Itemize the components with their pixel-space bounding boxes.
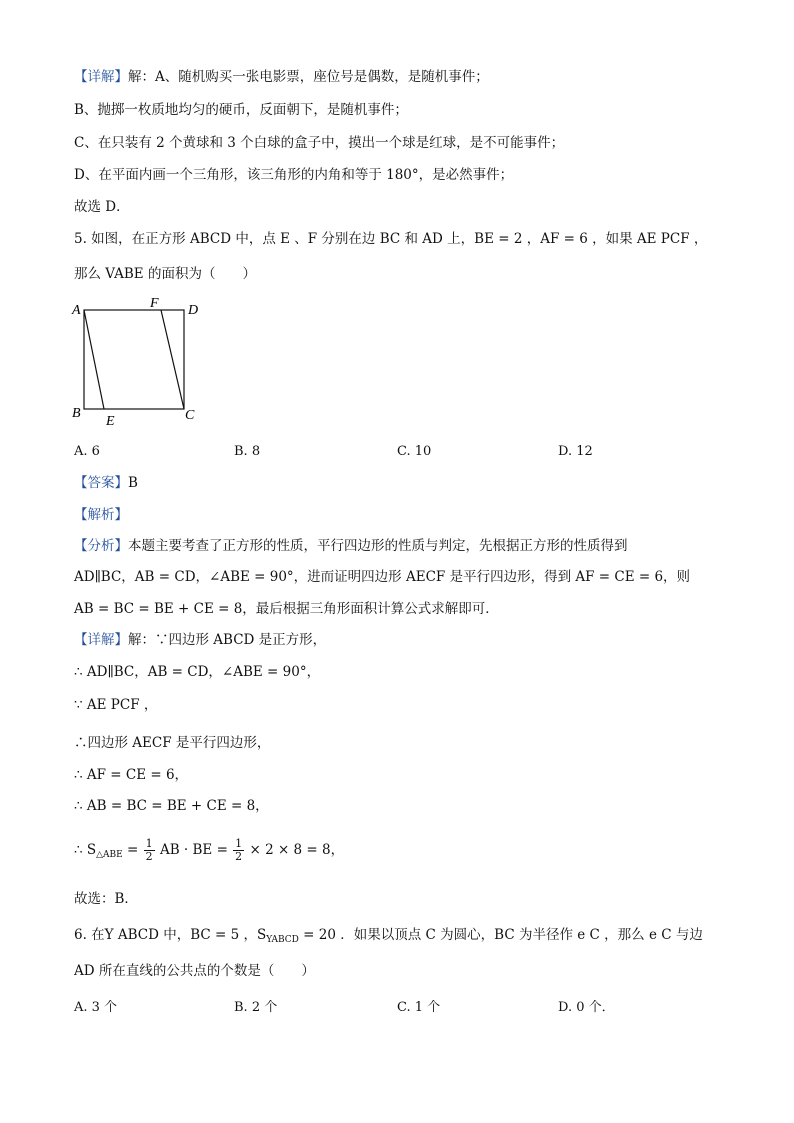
detail-line1 xyxy=(74,631,326,649)
detail-line6: ∴ AB = BC = BE + CE = 8， xyxy=(74,798,269,814)
label-e: E xyxy=(106,414,115,429)
frac-num-2: 1 xyxy=(235,837,243,850)
q6-stem-line2: AD 所在直线的公共点的个数是（ ） xyxy=(74,963,315,979)
analysis-line2: AD∥BC，AB = CD，∠ABE = 90°，进而证明四边形 AECF 是平行四边形，得到 AF = CE = 6，则 xyxy=(74,569,691,585)
label-f: F xyxy=(150,296,159,311)
answer-line xyxy=(74,474,138,492)
q6-sub: YABCD xyxy=(266,935,299,945)
analysis-line1 xyxy=(74,537,628,555)
answer-value: B xyxy=(128,475,138,491)
prev-detail-line-b: B、抛掷一枚质地均匀的硬币，反面朝下，是随机事件； xyxy=(74,102,408,118)
detail-bracket: 【详解】 xyxy=(74,69,128,85)
detail-pick: 故选：B． xyxy=(74,891,138,907)
q6-stem-line1 xyxy=(74,926,703,949)
analysis-line3: AB = BC = BE + CE = 8，最后根据三角形面积计算公式求解即可． xyxy=(74,601,499,617)
area-mid: AB · BE = xyxy=(159,842,228,858)
q6-option-b: B. 2 个 xyxy=(234,1000,278,1015)
frac-den-1: 2 xyxy=(145,850,153,863)
segment-ae xyxy=(84,310,104,409)
q5-stem-line2: 那么 VABE 的面积为（ ） xyxy=(74,266,256,282)
detail-bracket-2: 【详解】 xyxy=(74,632,128,648)
prev-pick: 故选 D． xyxy=(74,199,130,215)
prev-detail-line-d: D、在平面内画一个三角形，该三角形的内角和等于 180°，是必然事件； xyxy=(74,167,514,183)
prev-detail-text-a: 解：A、随机购买一张电影票，座位号是偶数，是随机事件； xyxy=(128,69,489,85)
q5-stem-line1: 5. 如图，在正方形 ABCD 中，点 E 、F 分别在边 BC 和 AD 上，BE = 2 ，AF = 6 ，如果 AE PCF ， xyxy=(74,231,708,247)
detail-text1: 解：∵四边形 ABCD 是正方形， xyxy=(128,632,327,648)
analysis-text1: 本题主要考查了正方形的性质，平行四边形的性质与判定，先根据正方形的性质得到 xyxy=(128,538,628,554)
frac-num-1: 1 xyxy=(145,837,153,850)
q6-option-d: D. 0 个． xyxy=(558,1000,615,1015)
label-c: C xyxy=(185,408,195,423)
segment-cf xyxy=(161,310,184,409)
label-a: A xyxy=(72,303,81,318)
area-eq: = xyxy=(127,842,139,858)
fraction-2 xyxy=(233,838,244,863)
answer-bracket: 【答案】 xyxy=(74,475,128,491)
detail-area-line xyxy=(74,836,344,869)
detail-line2: ∴ AD∥BC，AB = CD，∠ABE = 90°， xyxy=(74,664,321,680)
frac-den-2: 2 xyxy=(235,850,243,863)
q6-option-a: A. 3 个 xyxy=(74,1000,118,1015)
q5-option-a: A. 6 xyxy=(74,444,100,459)
q6-option-c: C. 1 个 xyxy=(397,1000,441,1015)
fraction-1 xyxy=(144,838,155,863)
detail-line4: ∴四边形 AECF 是平行四边形， xyxy=(74,735,271,751)
square-abcd xyxy=(84,310,184,409)
q6-text-b: = 20 ．如果以顶点 C 为圆心，BC 为半径作 e C ，那么 e C 与边 xyxy=(298,927,703,943)
q6-text-a: 6. 在Y ABCD 中，BC = 5 ，S xyxy=(74,927,267,943)
area-sub: △ABE xyxy=(96,850,123,860)
q5-option-c: C. 10 xyxy=(397,444,432,459)
square-figure xyxy=(68,292,218,432)
prev-detail-line-a xyxy=(74,68,489,86)
analysis-bracket: 【分析】 xyxy=(74,538,128,554)
analysis-title: 【解析】 xyxy=(74,507,128,523)
q5-option-d: D. 12 xyxy=(558,444,593,459)
prev-detail-line-c: C、在只装有 2 个黄球和 3 个白球的盒子中，摸出一个球是红球，是不可能事件； xyxy=(74,135,565,151)
q5-option-b: B. 8 xyxy=(234,444,261,459)
area-tail: × 2 × 8 = 8， xyxy=(249,842,345,858)
area-prefix: ∴ S xyxy=(74,842,97,858)
label-b: B xyxy=(72,406,81,421)
detail-line3: ∵ AE PCF ， xyxy=(74,697,158,713)
detail-line5: ∴ AF = CE = 6， xyxy=(74,767,189,783)
label-d: D xyxy=(188,303,199,318)
